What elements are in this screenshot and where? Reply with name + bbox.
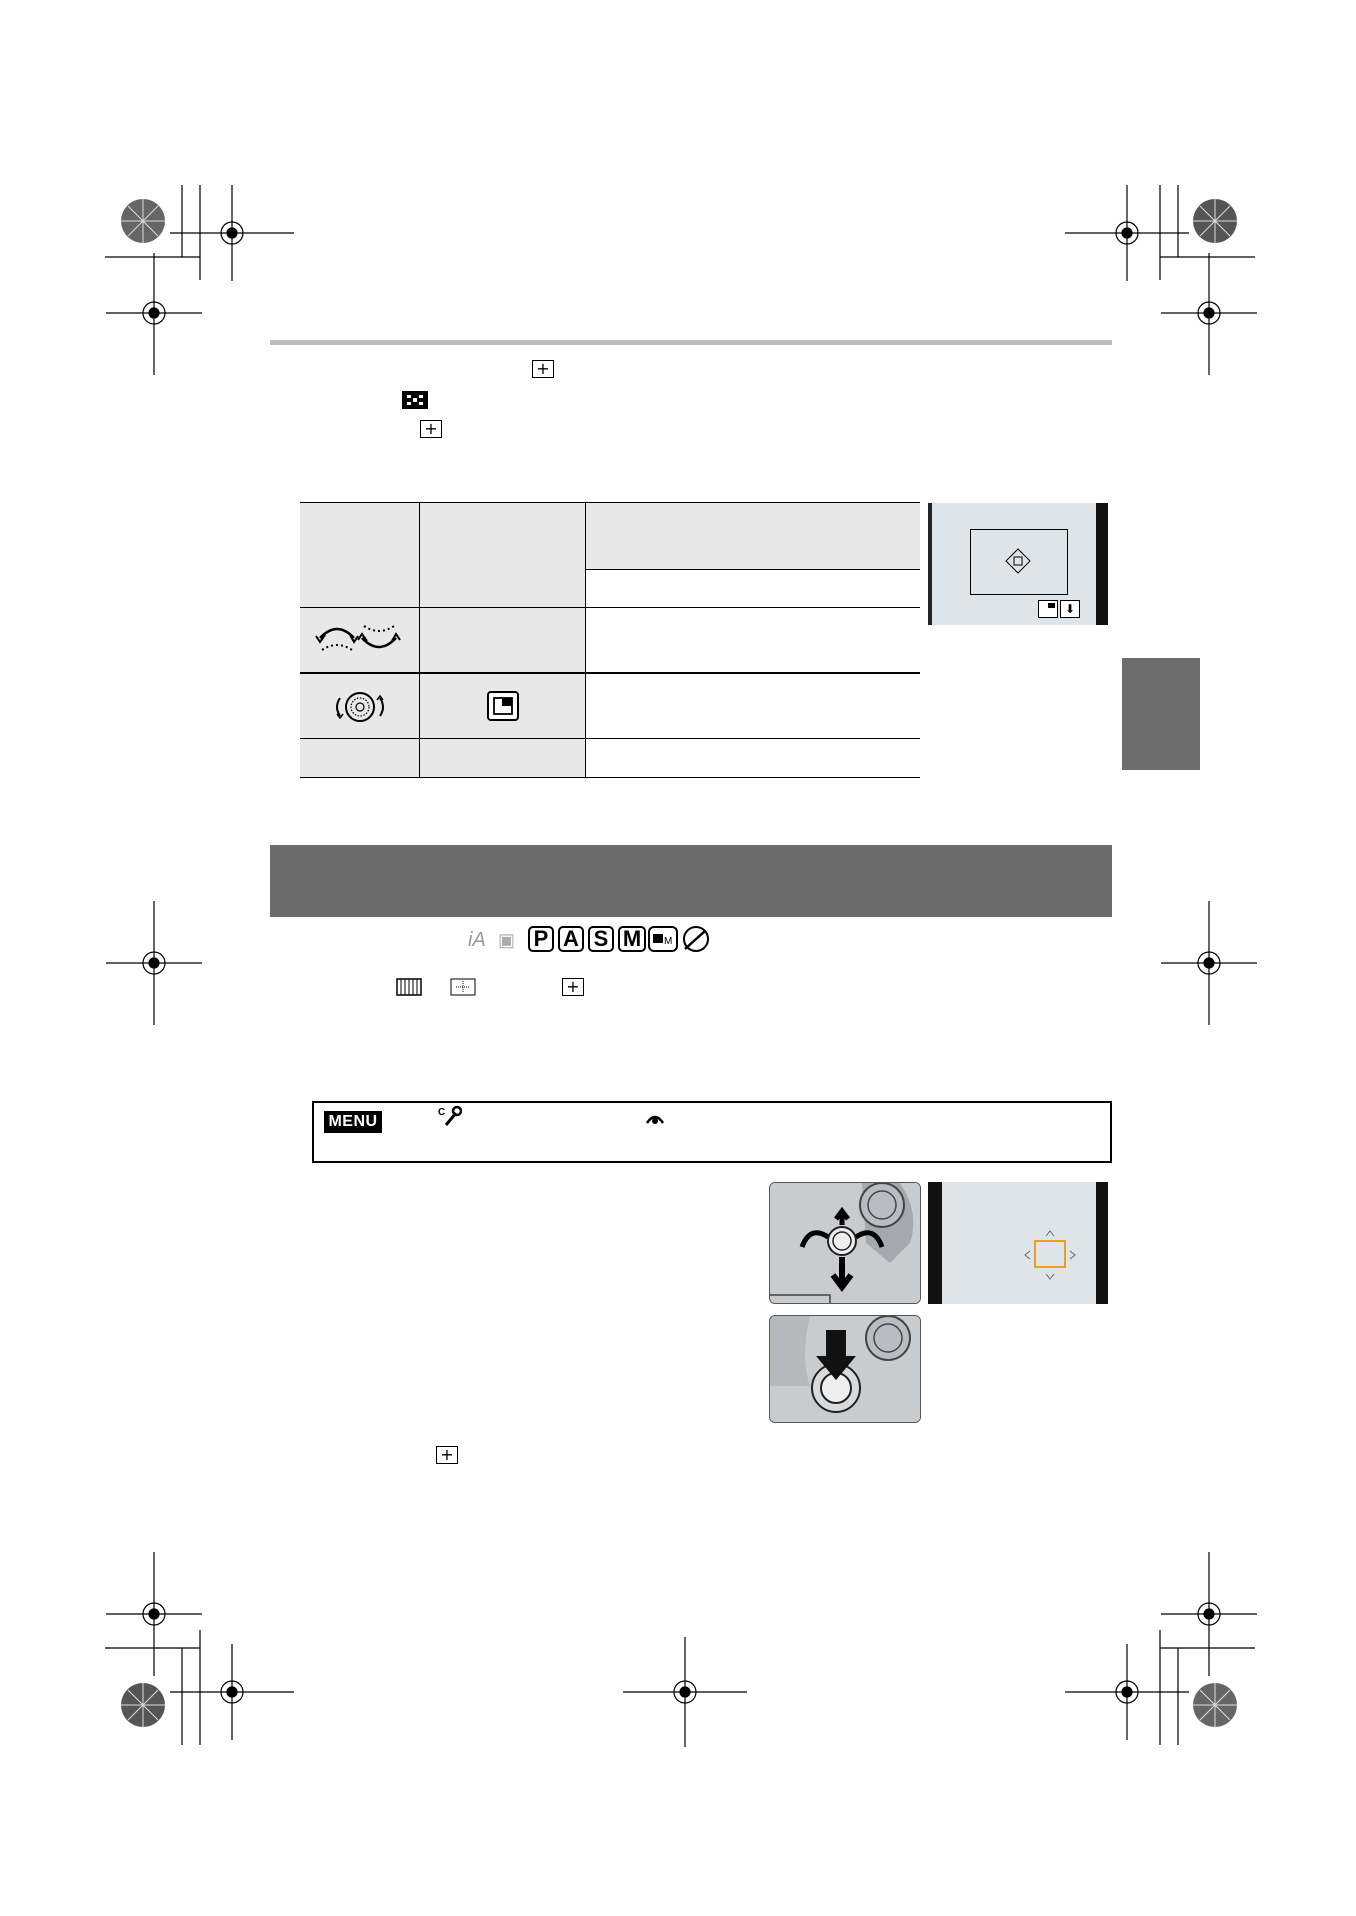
table-cell [300, 739, 420, 777]
mode-s-icon: S [588, 926, 614, 952]
spot-area-icon: + [532, 360, 554, 378]
tracking-icon [396, 978, 422, 996]
table-row [300, 673, 920, 739]
lcd-preview [928, 503, 1108, 625]
svg-text:C: C [438, 1107, 446, 1118]
table-cell [420, 739, 586, 777]
sub-screen-icon [1038, 600, 1058, 618]
pinpoint-icon [450, 978, 476, 996]
table-cell [300, 569, 420, 607]
section-header-bar [270, 845, 1112, 917]
table-cell [420, 608, 586, 672]
joystick-direction-illustration [770, 1183, 921, 1304]
table-cell [586, 739, 920, 777]
creative-video-icon [648, 926, 678, 952]
table-header-row [300, 502, 920, 570]
table-cell [420, 503, 586, 569]
camera-joystick-press-photo [769, 1315, 921, 1423]
custom-multi-icon [401, 390, 429, 410]
table-cell [586, 503, 920, 569]
mode-p-icon: P [528, 926, 554, 952]
menu-instruction-box [312, 1101, 1112, 1163]
lcd-preview-af [928, 1182, 1108, 1304]
spot-area-icon: + [562, 978, 584, 996]
table-row [300, 738, 920, 778]
intelligent-auto-icon [466, 926, 524, 952]
table-cell [586, 569, 920, 607]
dial-arrows-icon [300, 608, 410, 668]
camera-joystick-photo [769, 1182, 921, 1304]
spot-area-icon: + [436, 1446, 458, 1464]
chapter-tab [1122, 658, 1200, 770]
mode-a-icon: A [558, 926, 584, 952]
table-cell [586, 608, 920, 672]
custom-wrench-icon [438, 1105, 462, 1127]
table-cell [586, 674, 920, 738]
svg-text:▣: ▣ [498, 930, 516, 950]
move-arrows-icon [1004, 547, 1032, 575]
svg-text:iA: iA [468, 929, 486, 951]
operation-icon [644, 1109, 666, 1129]
menu-badge: MENU [324, 1111, 382, 1133]
table-row [300, 569, 920, 608]
mode-m-icon: M [618, 926, 646, 952]
table-cell [300, 608, 420, 672]
spot-area-icon: + [420, 420, 442, 438]
table-cell [420, 674, 586, 738]
header-rule [270, 340, 1112, 345]
af-move-arrows-icon [1020, 1226, 1080, 1284]
svg-text:M: M [664, 936, 673, 947]
joystick-press-illustration [770, 1316, 921, 1423]
table-cell [300, 674, 420, 738]
table-cell [420, 569, 586, 607]
download-icon: ⬇ [1060, 600, 1080, 618]
sub-screen-icon [420, 674, 584, 736]
table-cell [300, 503, 420, 569]
control-dial-icon [300, 674, 418, 736]
creative-control-icon [681, 925, 711, 953]
table-row [300, 608, 920, 673]
